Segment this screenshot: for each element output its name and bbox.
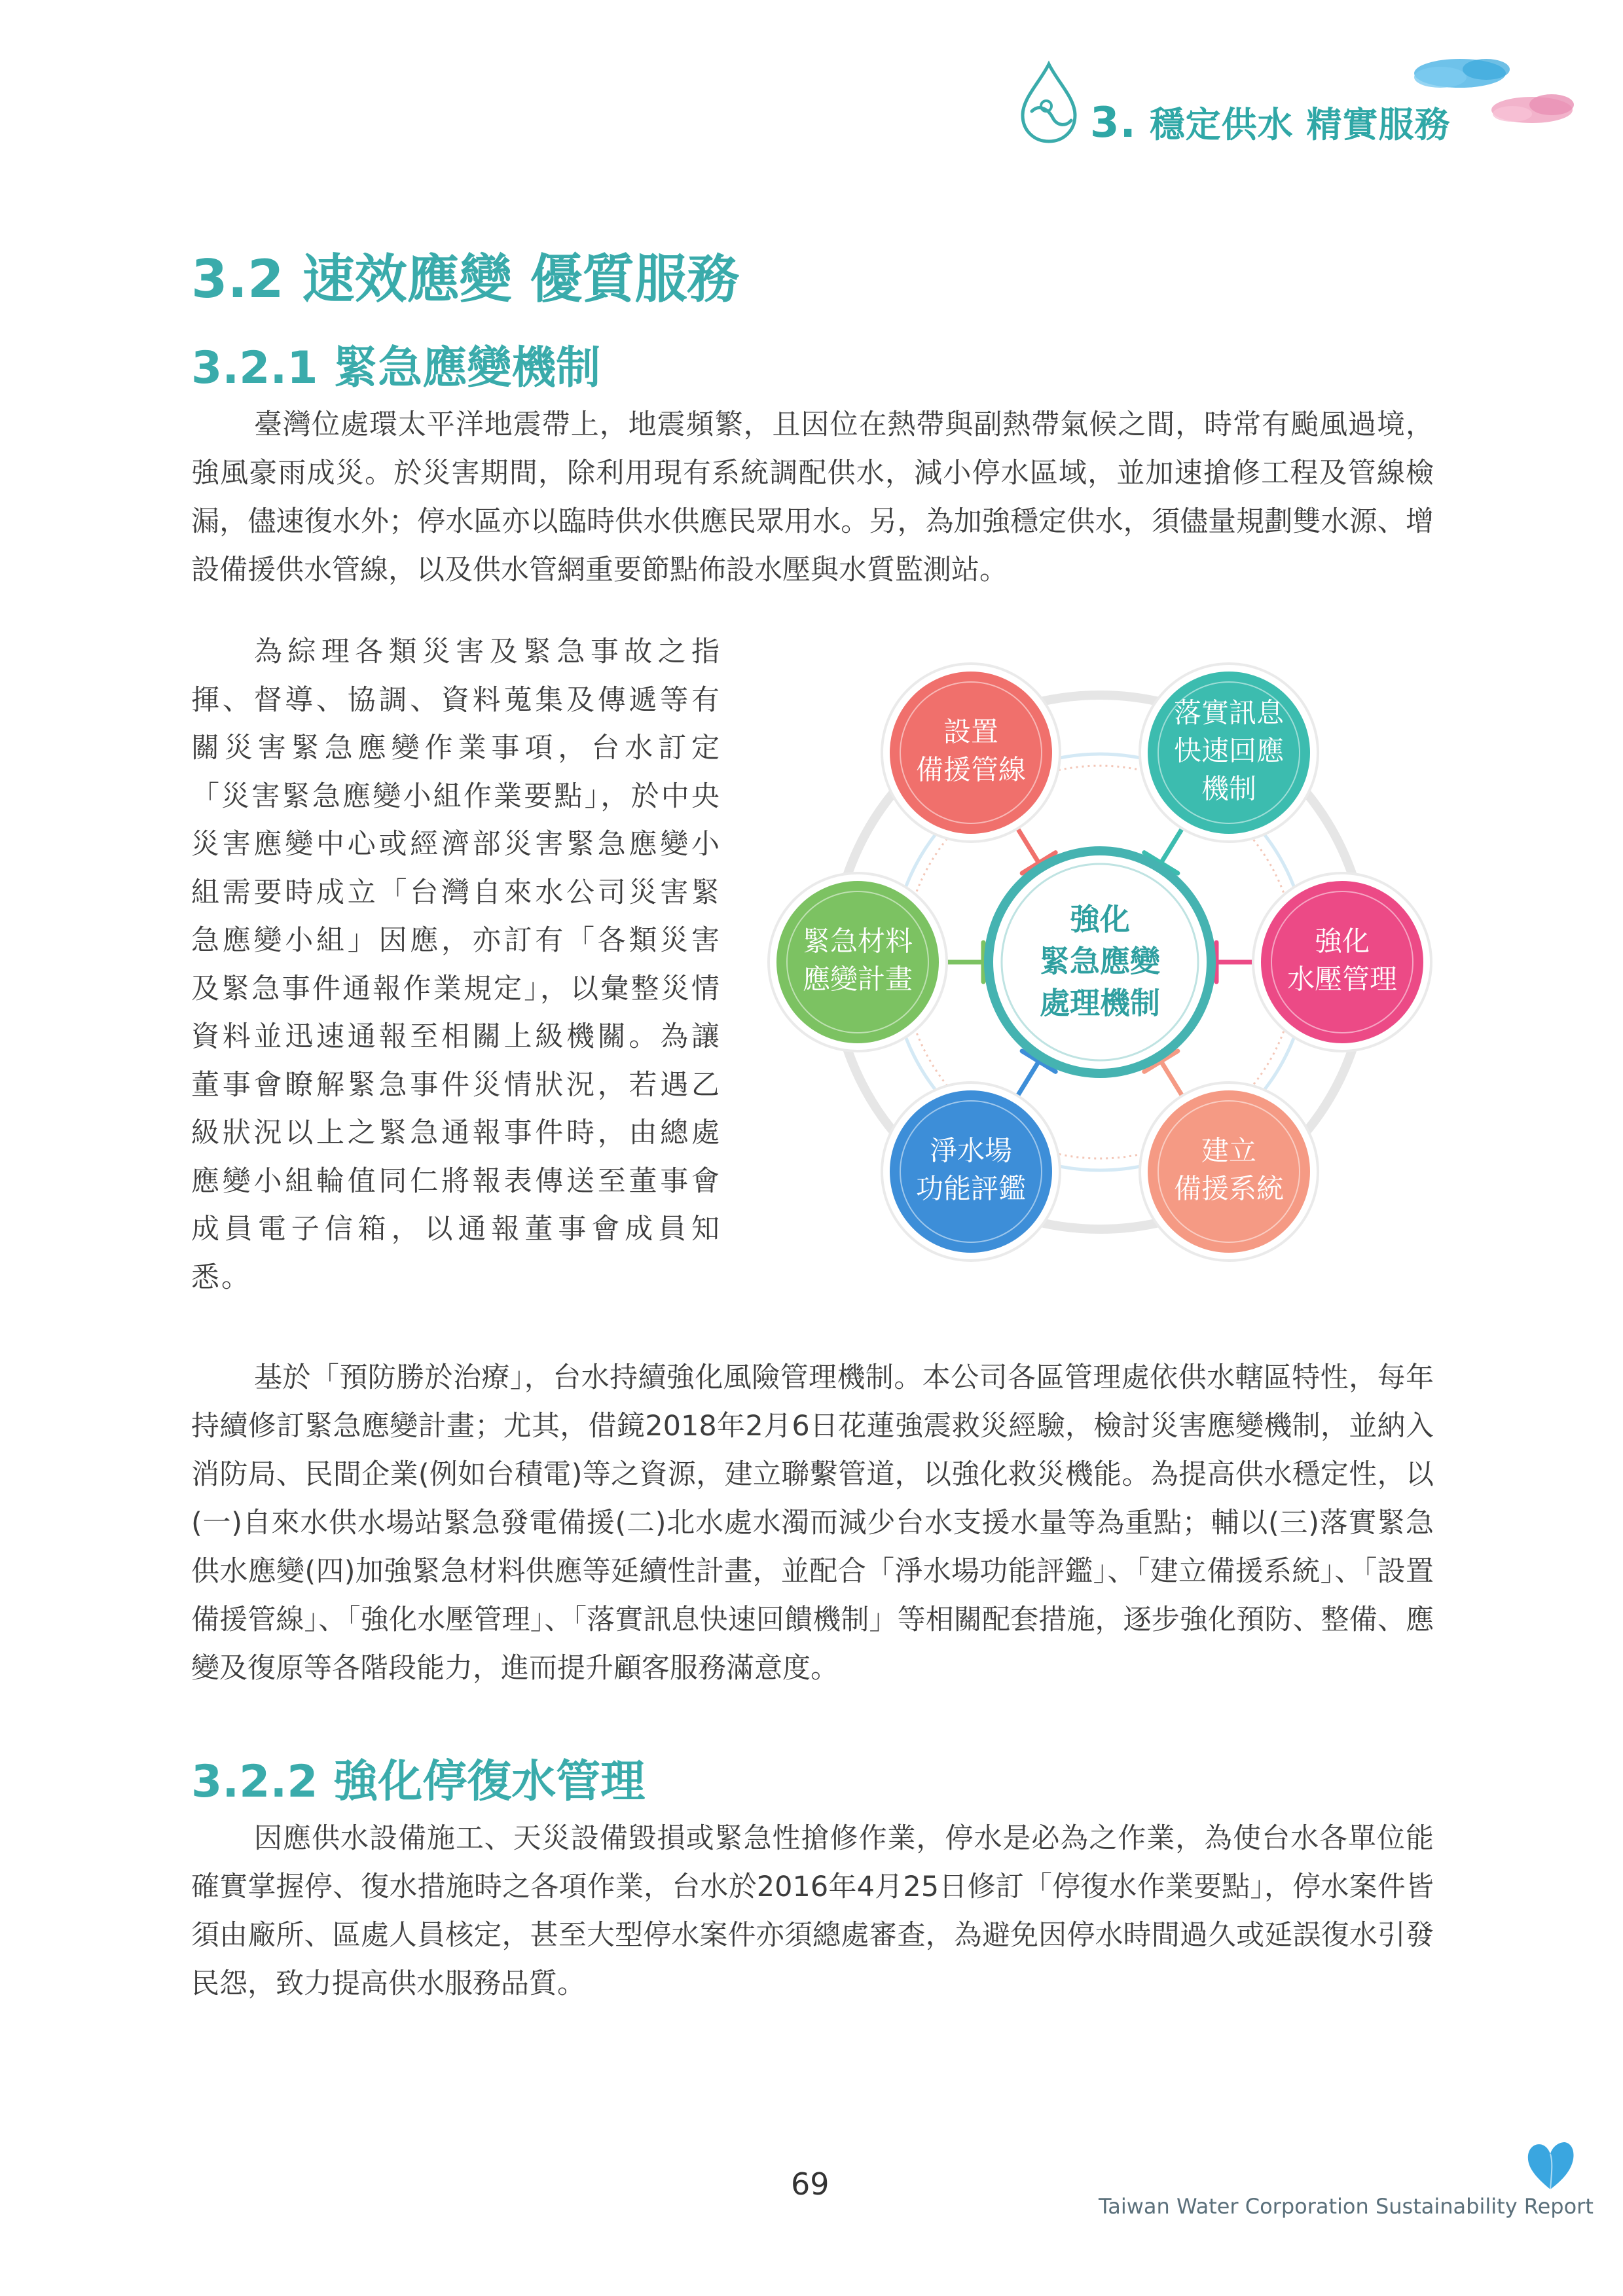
water-drop-icon (1013, 60, 1084, 145)
node-label-materials: 緊急材料 (802, 925, 913, 958)
subsection-1-title: 3.2.1 緊急應變機制 (191, 342, 601, 394)
header-section-label: 穩定供水 精實服務 (1149, 104, 1451, 145)
connector-plant-eval (1016, 1062, 1038, 1098)
section-title: 3.2 速效應變 優質服務 (191, 249, 740, 310)
node-label-materials: 應變計畫 (802, 963, 913, 996)
header-section-number: 3. (1090, 99, 1137, 147)
footer-brand: Taiwan Water Corporation Sustainability Report (1099, 2194, 1594, 2219)
connector-backup-pipeline (1016, 826, 1038, 863)
center-label-line: 處理機制 (1040, 985, 1160, 1021)
node-label-feedback: 機制 (1201, 772, 1257, 805)
subsection-2-title: 3.2.2 強化停復水管理 (191, 1756, 646, 1808)
heart-icon (1524, 2137, 1577, 2193)
emergency-response-diagram (753, 645, 1447, 1273)
node-materials (776, 881, 939, 1043)
center-label-line: 緊急應變 (1040, 943, 1160, 979)
subsection-2-paragraph-1: 因應供水設備施工、天災設備毀損或緊急性搶修作業，停水是必為之作業，為使台水各單位能確實掌握停、復水措施時之各項作業，台水於2016年4月25日修訂「停復水作業要點」，停水案件皆須由廠所、區處人員核定，甚至大型停水案件亦須總處審查，為避免因停水時間過久或延誤復水引發民怨，致力提高供水服務品質。 (191, 1822, 1434, 2000)
node-label-pressure: 水壓管理 (1286, 963, 1398, 996)
node-label-plant-eval: 功能評鑑 (915, 1172, 1027, 1205)
connector-feedback (1161, 826, 1183, 863)
node-label-feedback: 快速回應 (1173, 734, 1285, 767)
node-label-backup-system: 備援系統 (1173, 1172, 1285, 1205)
node-label-backup-pipeline: 備援管線 (915, 753, 1027, 786)
subsection-1-paragraph-2: 為綜理各類災害及緊急事故之指揮、督導、協調、資料蒐集及傳遞等有關災害緊急應變作業事項，台水訂定「災害緊急應變小組作業要點」，於中央災害應變中心或經濟部災害緊急應變小組需要時成立「台灣自來水公司災害緊急應變小組」因應，亦訂有「各類災害及緊急事件通報作業規定」，以彙整災情資料並迅速通報至相關上級機關。為讓董事會瞭解緊急事件災情狀況，若遇乙級狀況以上之緊急通報事件時，由總處應變小組輪值同仁將報表傳送至董事會成員電子信箱，以通報董事會成員知悉。 (191, 636, 721, 1294)
node-label-backup-pipeline: 設置 (943, 715, 999, 748)
node-plant-eval (890, 1090, 1052, 1253)
page-number: 69 (791, 2166, 830, 2202)
node-label-feedback: 落實訊息 (1173, 696, 1285, 729)
node-backup-system (1148, 1090, 1310, 1253)
connector-backup-system (1161, 1062, 1183, 1098)
node-backup-pipeline (890, 672, 1052, 834)
center-label-line: 強化 (1070, 901, 1130, 937)
subsection-1-paragraph-3: 基於「預防勝於治療」，台水持續強化風險管理機制。本公司各區管理處依供水轄區特性，每年持續修訂緊急應變計畫；尤其，借鏡2018年2月6日花蓮強震救災經驗，檢討災害應變機制，並納入消防局、民間企業(例如台積電)等之資源，建立聯繫管道，以強化救災機能。為提高供水穩定性，以(一)自來水供水場站緊急發電備援(二)北水處水濁而減少台水支援水量等為重點；輔以(三)落實緊急供水應變(四)加強緊急材料供應等延續性計畫，並配合「淨水場功能評鑑」、「建立備援系統」、「設置備援管線」、「強化水壓管理」、「落實訊息快速回饋機制」等相關配套措施，逐步強化預防、整備、應變及復原等各階段能力，進而提升顧客服務滿意度。 (191, 1361, 1434, 1685)
node-label-pressure: 強化 (1314, 925, 1370, 958)
node-label-plant-eval: 淨水場 (929, 1134, 1013, 1167)
subsection-1-paragraph-1: 臺灣位處環太平洋地震帶上，地震頻繁，且因位在熱帶與副熱帶氣候之間，時常有颱風過境，強風豪雨成災。於災害期間，除利用現有系統調配供水，減小停水區域，並加速搶修工程及管線檢漏，儘速復水外；停水區亦以臨時供水供應民眾用水。另，為加強穩定供水，須儘量規劃雙水源、增設備援供水管線，以及供水管網重要節點佈設水壓與水質監測站。 (191, 408, 1434, 586)
cloud-decoration-icon (1381, 46, 1578, 131)
node-label-backup-system: 建立 (1201, 1134, 1257, 1167)
node-pressure (1261, 881, 1423, 1043)
